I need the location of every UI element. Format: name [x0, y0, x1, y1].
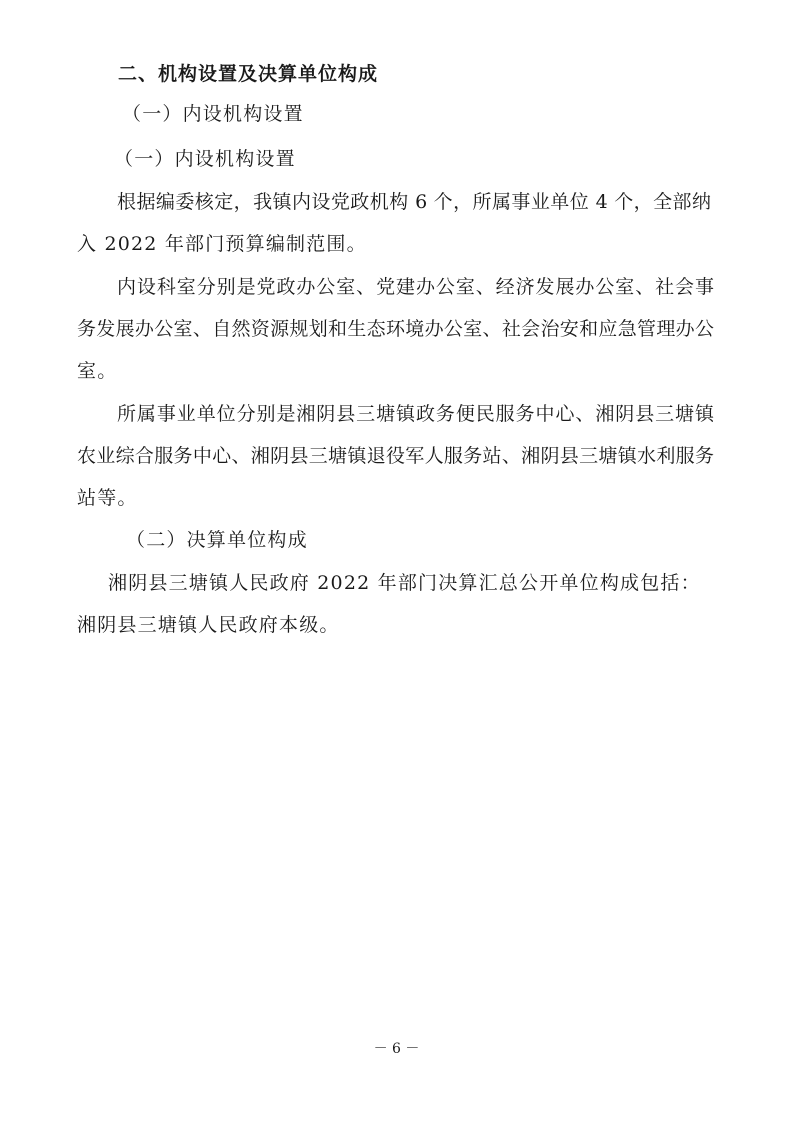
paragraph-3-line-1: 所属事业单位分别是湘阴县三塘镇政务便民服务中心、湘阴县三塘镇	[117, 403, 714, 425]
subheading-unit-composition: （二）决算单位构成	[126, 529, 308, 551]
section-heading: 二、机构设置及决算单位构成	[118, 63, 379, 85]
paragraph-5: 湘阴县三塘镇人民政府本级。	[77, 614, 340, 636]
paragraph-4: 湘阴县三塘镇人民政府 2022 年部门决算汇总公开单位构成包括：	[108, 572, 701, 594]
subheading-internal-structure-2: （一）内设机构设置	[114, 148, 296, 170]
paragraph-3-line-2: 农业综合服务中心、湘阴县三塘镇退役军人服务站、湘阴县三塘镇水利服务	[77, 445, 714, 467]
paragraph-2-line-3: 室。	[77, 360, 118, 382]
paragraph-2-line-2: 务发展办公室、自然资源规划和生态环境办公室、社会治安和应急管理办公	[77, 318, 714, 340]
paragraph-1-line-2: 入 2022 年部门预算编制范围。	[77, 233, 367, 255]
paragraph-1-line-1: 根据编委核定，我镇内设党政机构 6 个，所属事业单位 4 个，全部纳	[117, 191, 711, 213]
paragraph-2-line-1: 内设科室分别是党政办公室、党建办公室、经济发展办公室、社会事	[117, 276, 714, 298]
paragraph-3-line-3: 站等。	[77, 487, 138, 509]
subheading-internal-structure-1: （一）内设机构设置	[122, 103, 304, 125]
page-number: － 6 －	[373, 1041, 420, 1057]
